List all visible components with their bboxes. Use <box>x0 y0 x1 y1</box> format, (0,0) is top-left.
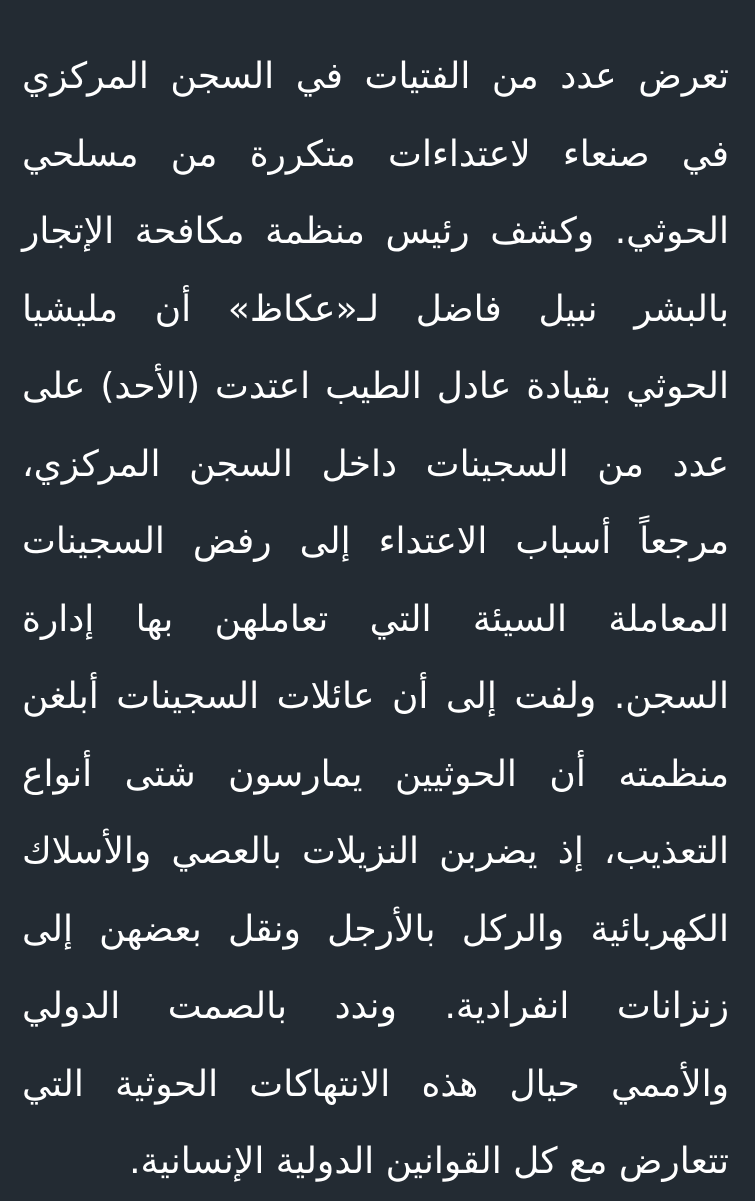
article-line: الحوثي بقيادة عادل الطيب اعتدت (الأحد) على <box>22 366 729 407</box>
article-line: والأممي حيال هذه الانتهاكات الحوثية التي <box>22 1063 729 1105</box>
article-line: بالبشر نبيل فاضل لـ«عكاظ» أن مليشيا <box>22 288 729 330</box>
article-line: الحوثي. وكشف رئيس منظمة مكافحة الإتجار <box>22 211 729 252</box>
article-line: في صنعاء لاعتداءات متكررة من مسلحي <box>22 133 729 175</box>
article-line: مرجعاً أسباب الاعتداء إلى رفض السجينات <box>22 521 729 562</box>
article-line: زنزانات انفرادية. وندد بالصمت الدولي <box>22 986 729 1027</box>
article-line: الكهربائية والركل بالأرجل ونقل بعضهن إلى <box>22 908 729 950</box>
article-line-last: تتعارض مع كل القوانين الدولية الإنسانية. <box>129 1141 729 1182</box>
article-line: منظمته أن الحوثيين يمارسون شتى أنواع <box>22 753 729 795</box>
article-line: المعاملة السيئة التي تعاملهن بها إدارة <box>22 598 729 640</box>
article-body <box>22 38 729 1201</box>
article-line: عدد من السجينات داخل السجن المركزي، <box>22 443 729 485</box>
article-line: السجن. ولفت إلى أن عائلات السجينات أبلغن <box>22 676 729 717</box>
article-line: التعذيب، إذ يضربن النزيلات بالعصي والأسلاك <box>22 831 729 872</box>
article-line: تعرض عدد من الفتيات في السجن المركزي <box>22 56 729 97</box>
